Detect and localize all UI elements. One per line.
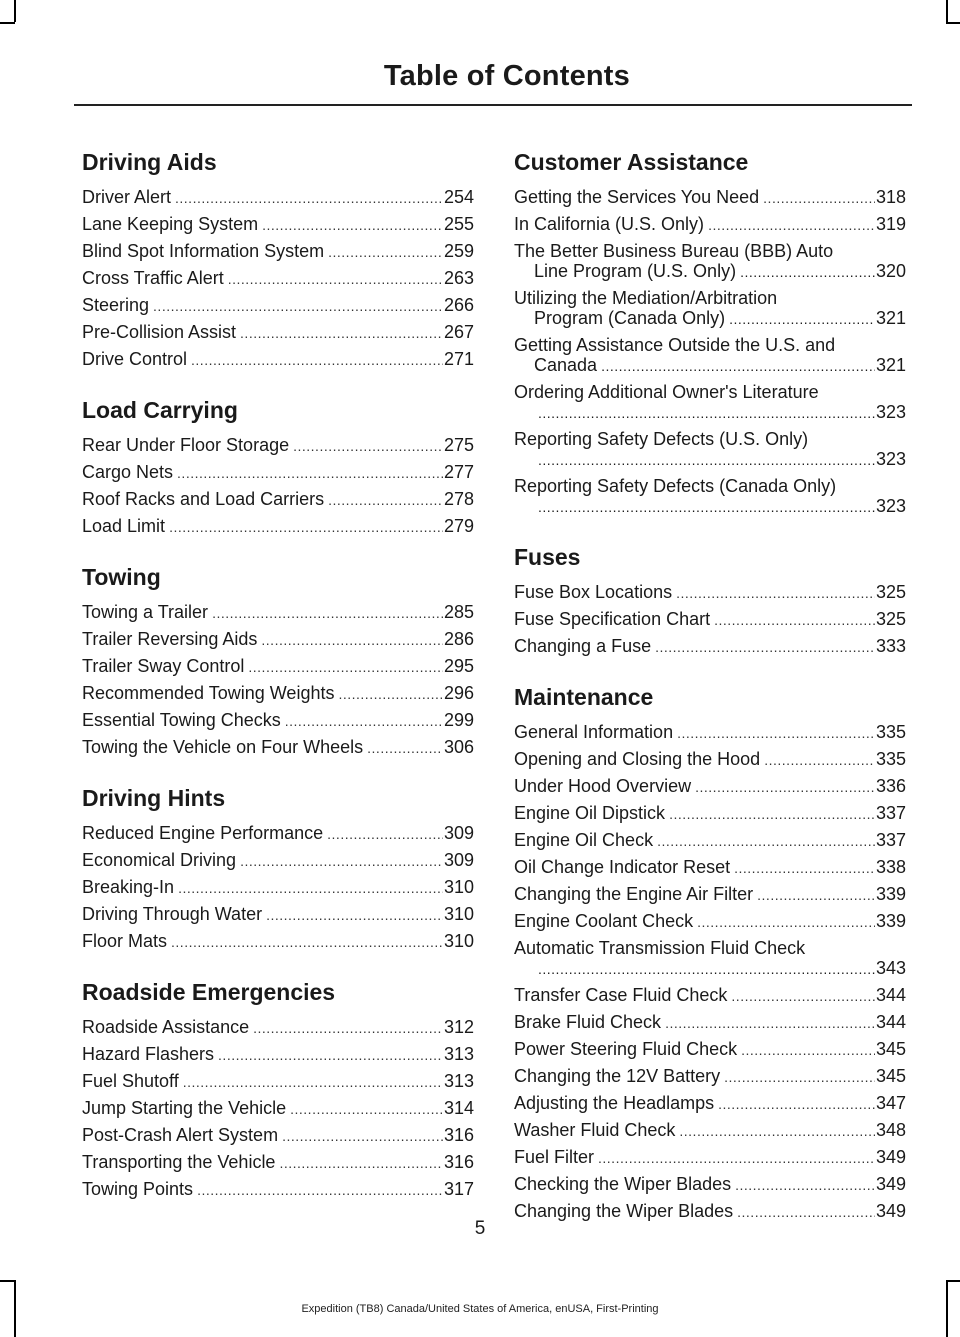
entry-title: Changing the Wiper Blades [514,1201,734,1221]
dot-leader [676,579,875,606]
entry-continuation [514,402,906,423]
dot-leader [735,1171,875,1198]
crop-mark [0,1280,15,1282]
toc-entry[interactable] [82,238,474,265]
toc-section [514,146,906,520]
entry-title: Load Limit [82,516,166,536]
toc-entry[interactable] [82,1122,474,1149]
entry-page: 267 [443,322,474,342]
toc-right-column [514,146,906,1246]
entry-title: Trailer Sway Control [82,656,245,676]
entry-page: 254 [443,187,474,207]
entry-title: Fuse Box Locations [514,582,673,602]
entry-page: 343 [875,958,906,978]
toc-section [82,561,474,761]
toc-entry[interactable] [82,211,474,238]
entry-title: The Better Business Bureau (BBB) Auto [514,241,834,261]
entry-page: 339 [875,911,906,931]
entry-title: Utilizing the Mediation/Arbitration [514,288,778,308]
entry-title: Transfer Case Fluid Check [514,985,728,1005]
section-title: Roadside Emergencies [82,979,336,1005]
dot-leader [741,1036,875,1063]
toc-entry[interactable] [82,346,474,373]
entry-page: 321 [875,355,906,375]
entry-title: Post-Crash Alert System [82,1125,279,1145]
entry-title: Opening and Closing the Hood [514,749,761,769]
entry-title: Engine Coolant Check [514,911,694,931]
entry-title: Reporting Safety Defects (Canada Only) [514,476,837,496]
entry-page: 285 [443,602,474,622]
toc-entry[interactable] [82,707,474,734]
entry-continuation [514,449,906,470]
section-title: Maintenance [514,684,654,710]
toc-left-column [82,146,474,1224]
entry-title: Jump Starting the Vehicle [82,1098,287,1118]
toc-section [82,146,474,373]
dot-leader [538,402,875,423]
toc-section [82,976,474,1203]
entry-title: Driver Alert [82,187,172,207]
entry-title: Oil Change Indicator Reset [514,857,731,877]
toc-entry[interactable] [82,265,474,292]
dot-leader [171,928,443,955]
dot-leader [708,211,875,238]
entry-title: Towing a Trailer [82,602,209,622]
entry-continuation [514,958,906,979]
entry-page: 333 [875,636,906,656]
dot-leader [175,184,443,211]
crop-mark [14,0,16,22]
entry-title: Automatic Transmission Fluid Check [514,938,806,958]
toc-entry[interactable] [82,847,474,874]
dot-leader [764,746,875,773]
entry-page: 316 [443,1152,474,1172]
dot-leader [665,1009,875,1036]
entry-title: Roadside Assistance [82,1017,250,1037]
entry-title: Getting the Services You Need [514,187,760,207]
entry-title: In California (U.S. Only) [514,214,705,234]
dot-leader [169,513,443,540]
crop-mark [946,1280,960,1282]
entry-page: 299 [443,710,474,730]
entry-page: 337 [875,803,906,823]
toc-entry[interactable] [514,332,906,379]
dot-leader [669,800,875,827]
toc-section [514,681,906,1225]
dot-leader [657,827,875,854]
toc-entry[interactable] [82,1176,474,1203]
entry-page: 286 [443,629,474,649]
toc-entry[interactable] [514,1171,906,1198]
dot-leader [598,1144,875,1171]
toc-entry[interactable] [514,773,906,800]
dot-leader [183,1068,443,1095]
dot-leader [757,881,875,908]
entry-title: Changing the Engine Air Filter [514,884,754,904]
entry-title: Checking the Wiper Blades [514,1174,732,1194]
dot-leader [367,734,443,761]
entry-page: 349 [875,1147,906,1167]
toc-entry[interactable] [82,184,474,211]
entry-page: 255 [443,214,474,234]
page-number: 5 [474,1218,486,1239]
toc-entry[interactable] [514,908,906,935]
entry-title: Essential Towing Checks [82,710,281,730]
dot-leader [327,820,443,847]
entry-title: Engine Oil Dipstick [514,803,666,823]
entry-title: Fuse Specification Chart [514,609,711,629]
entry-page: 339 [875,884,906,904]
entry-page: 321 [875,308,906,328]
toc-section [82,394,474,540]
dot-leader [714,606,875,633]
entry-page: 344 [875,985,906,1005]
entry-page: 312 [443,1017,474,1037]
entry-page: 338 [875,857,906,877]
entry-continuation [514,308,906,329]
toc-entry[interactable] [514,1117,906,1144]
crop-mark [0,22,15,24]
entry-page: 309 [443,850,474,870]
toc-entry[interactable] [82,1068,474,1095]
toc-entry[interactable] [514,379,906,426]
entry-title-continued: Line Program (U.S. Only) [534,261,737,281]
entry-title: Transporting the Vehicle [82,1152,276,1172]
dot-leader [697,908,875,935]
toc-entry[interactable] [82,459,474,486]
dot-leader [228,265,443,292]
entry-page: 349 [875,1201,906,1221]
entry-page: 279 [443,516,474,536]
entry-page: 348 [875,1120,906,1140]
entry-title: Cross Traffic Alert [82,268,224,288]
entry-page: 266 [443,295,474,315]
dot-leader [240,847,443,874]
dot-leader [729,308,875,329]
entry-title: Engine Oil Check [514,830,654,850]
entry-page: 318 [875,187,906,207]
dot-leader [153,292,443,319]
entry-page: 347 [875,1093,906,1113]
dot-leader [212,599,443,626]
toc-entry[interactable] [82,901,474,928]
toc-entry[interactable] [82,1014,474,1041]
toc-entry[interactable] [514,1090,906,1117]
toc-section [514,541,906,660]
entry-continuation [514,355,906,376]
entry-page: 277 [443,462,474,482]
entry-title: Cargo Nets [82,462,174,482]
entry-title: Trailer Reversing Aids [82,629,258,649]
entry-continuation [514,261,906,282]
dot-leader [718,1090,875,1117]
toc-entry[interactable] [82,874,474,901]
entry-page: 306 [443,737,474,757]
entry-page: 349 [875,1174,906,1194]
toc-entry[interactable] [514,426,906,473]
dot-leader [695,773,875,800]
dot-leader [218,1041,443,1068]
toc-entry[interactable] [82,1149,474,1176]
dot-leader [266,901,443,928]
toc-entry[interactable] [514,1009,906,1036]
dot-leader [731,982,875,1009]
entry-page: 263 [443,268,474,288]
toc-entry[interactable] [82,1041,474,1068]
entry-page: 335 [875,749,906,769]
entry-page: 336 [875,776,906,796]
entry-title: Washer Fluid Check [514,1120,676,1140]
dot-leader [763,184,875,211]
dot-leader [338,680,442,707]
toc-entry[interactable] [82,820,474,847]
toc-entry[interactable] [514,473,906,520]
dot-leader [178,874,443,901]
entry-page: 345 [875,1039,906,1059]
dot-leader [677,719,875,746]
dot-leader [261,626,443,653]
dot-leader [240,319,443,346]
entry-page: 314 [443,1098,474,1118]
toc-entry[interactable] [514,854,906,881]
dot-leader [279,1149,443,1176]
toc-entry[interactable] [514,238,906,285]
entry-title: Roof Racks and Load Carriers [82,489,325,509]
entry-title: Brake Fluid Check [514,1012,662,1032]
toc-entry[interactable] [82,292,474,319]
toc-entry[interactable] [82,432,474,459]
dot-leader [655,633,875,660]
entry-page: 310 [443,904,474,924]
footer-text: Expedition (TB8) Canada/United States of America, enUSA, First-Printing [301,1303,659,1315]
entry-page: 319 [875,214,906,234]
section-title: Fuses [514,544,581,570]
dot-leader [328,238,443,265]
toc-entry[interactable] [514,935,906,982]
toc-section [82,782,474,955]
entry-title: Lane Keeping System [82,214,259,234]
entry-title: Towing Points [82,1179,194,1199]
entry-title: Steering [82,295,150,315]
entry-title: Power Steering Fluid Check [514,1039,738,1059]
toc-entry[interactable] [82,599,474,626]
entry-title: Changing the 12V Battery [514,1066,721,1086]
toc-entry[interactable] [82,319,474,346]
toc-entry[interactable] [82,734,474,761]
entry-page: 317 [443,1179,474,1199]
toc-entry[interactable] [514,285,906,332]
section-title: Driving Aids [82,149,217,175]
entry-title: Adjusting the Headlamps [514,1093,715,1113]
dot-leader [601,355,875,376]
page-title: Table of Contents [383,60,630,92]
entry-page: 259 [443,241,474,261]
toc-entry[interactable] [514,184,906,211]
crop-mark [946,0,948,22]
entry-page: 344 [875,1012,906,1032]
section-title: Customer Assistance [514,149,749,175]
dot-leader [285,707,443,734]
entry-title: Changing a Fuse [514,636,652,656]
entry-continuation [514,496,906,517]
toc-entry[interactable] [82,626,474,653]
entry-page: 335 [875,722,906,742]
entry-title: Rear Under Floor Storage [82,435,290,455]
entry-title: Reporting Safety Defects (U.S. Only) [514,429,809,449]
dot-leader [290,1095,443,1122]
toc-entry[interactable] [82,486,474,513]
crop-mark [946,22,960,24]
entry-title: Ordering Additional Owner's Literature [514,382,819,402]
entry-page: 295 [443,656,474,676]
entry-title: Fuel Shutoff [82,1071,179,1091]
entry-title: Recommended Towing Weights [82,683,335,703]
toc-entry[interactable] [514,1036,906,1063]
entry-page: 313 [443,1044,474,1064]
dot-leader [248,653,443,680]
entry-title: Reduced Engine Performance [82,823,324,843]
entry-title-continued: Canada [534,355,598,375]
dot-leader [262,211,443,238]
entry-page: 345 [875,1066,906,1086]
entry-page: 313 [443,1071,474,1091]
entry-title: Driving Through Water [82,904,263,924]
entry-page: 323 [875,402,906,422]
dot-leader [328,486,443,513]
header-rule [74,104,912,106]
toc-entry[interactable] [514,1063,906,1090]
section-title: Load Carrying [82,397,238,423]
toc-entry[interactable] [514,633,906,660]
toc-entry[interactable] [514,982,906,1009]
entry-page: 320 [875,261,906,281]
entry-page: 271 [443,349,474,369]
entry-title: Hazard Flashers [82,1044,215,1064]
dot-leader [293,432,443,459]
entry-page: 316 [443,1125,474,1145]
toc-entry[interactable] [82,1095,474,1122]
dot-leader [679,1117,875,1144]
entry-title: Economical Driving [82,850,237,870]
entry-page: 275 [443,435,474,455]
entry-page: 278 [443,489,474,509]
toc-entry[interactable] [514,606,906,633]
dot-leader [177,459,443,486]
entry-page: 325 [875,609,906,629]
entry-title: Floor Mats [82,931,168,951]
dot-leader [734,854,875,881]
toc-entry[interactable] [82,653,474,680]
section-title: Towing [82,564,161,590]
entry-page: 309 [443,823,474,843]
entry-title: Under Hood Overview [514,776,692,796]
toc-entry[interactable] [514,746,906,773]
dot-leader [724,1063,875,1090]
entry-page: 325 [875,582,906,602]
entry-title: Getting Assistance Outside the U.S. and [514,335,836,355]
entry-title: Breaking-In [82,877,175,897]
toc-entry[interactable] [82,680,474,707]
dot-leader [538,958,875,979]
toc-entry[interactable] [514,719,906,746]
section-title: Driving Hints [82,785,226,811]
entry-title: General Information [514,722,674,742]
entry-title: Drive Control [82,349,188,369]
dot-leader [253,1014,443,1041]
entry-page: 310 [443,931,474,951]
entry-title-continued: Program (Canada Only) [534,308,726,328]
entry-title: Blind Spot Information System [82,241,325,261]
toc-entry[interactable] [514,881,906,908]
entry-page: 337 [875,830,906,850]
entry-page: 310 [443,877,474,897]
toc-entry[interactable] [514,800,906,827]
toc-entry[interactable] [82,513,474,540]
dot-leader [740,261,875,282]
dot-leader [282,1122,443,1149]
entry-title: Pre-Collision Assist [82,322,237,342]
entry-title: Fuel Filter [514,1147,595,1167]
toc-entry[interactable] [514,1144,906,1171]
entry-page: 323 [875,449,906,469]
dot-leader [538,496,875,517]
toc-entry[interactable] [514,579,906,606]
dot-leader [538,449,875,470]
dot-leader [191,346,443,373]
toc-entry[interactable] [82,928,474,955]
toc-entry[interactable] [514,827,906,854]
entry-title: Towing the Vehicle on Four Wheels [82,737,364,757]
dot-leader [197,1176,443,1203]
entry-page: 323 [875,496,906,516]
toc-entry[interactable] [514,211,906,238]
entry-page: 296 [443,683,474,703]
